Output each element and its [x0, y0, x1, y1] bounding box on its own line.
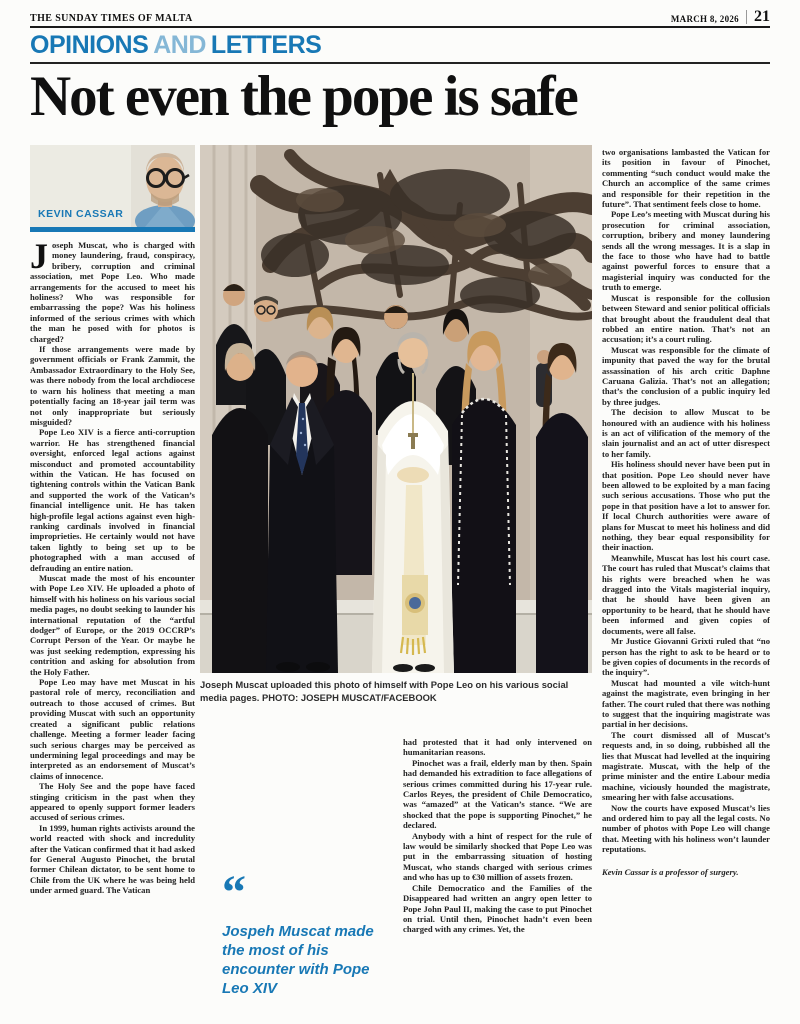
masthead	[30, 8, 770, 24]
paper-name: THE SUNDAY TIMES OF MALTA	[30, 13, 193, 24]
pull-quote-text: Jospeh Muscat made the most of his encounter with Pope Leo XIV	[222, 923, 374, 998]
page-number: 21	[754, 8, 770, 26]
paragraph: Joseph Muscat, who is charged with money laundering, fraud, conspiracy, bribery, corruption and criminal association, met Pope Leo. Who made arrangements for the accused to meet his holiness? Who was responsible for embarrassing the pope? Was his holiness informed of the serious crimes with which the man he posed with for photos is charged?	[30, 240, 195, 344]
section-title	[30, 31, 321, 60]
masthead-right	[671, 10, 770, 24]
paragraph: Muscat had mounted a vile witch-hunt against the magistrate, even bringing in her father. The court ruled that there was nothing to suggest that the inquiring magistrate was partial in her decisions.	[602, 677, 770, 730]
paragraph: Muscat made the most of his encounter with Pope Leo XIV. He uploaded a photo of himself with his holiness on his various social media pages, no doubt seeking to launder his international reputation of the “artful dodger” of Europe, or the 2019 OCCRP’s Corrupt Person of the Year. Or maybe he was just seeking redemption, expressing his contrition and asking for absolution from the Holy Father.	[30, 573, 195, 677]
paragraph: In 1999, human rights activists around the world reacted with shock and incredulity after the Vatican confirmed that it had asked for General Augusto Pinochet, the brutal former Chilean dictator, to be sent home to Chile from the UK where he was being held under armed guard. The Vatican	[30, 822, 195, 896]
article-figure	[200, 145, 592, 704]
author-name: KEVIN CASSAR	[38, 208, 124, 220]
paragraph: two organisations lambasted the Vatican for its position in favour of Pinochet, commenting “such conduct would make the Church an accomplice of the same crimes and responsible for their repetition in the future”. That sentiment feels close to home.	[602, 147, 770, 210]
drop-cap: J	[30, 240, 48, 276]
section-word-letters: LETTERS	[210, 31, 322, 59]
paragraph: The Holy See and the pope have faced stinging criticism in the past when they appeared to openly support former leaders accused of serious crimes.	[30, 781, 195, 823]
paragraph: Pope Leo’s meeting with Muscat during his prosecution for criminal association, corruption, bribery and money laundering sends all the wrong messages. It is a slap in the face to those who have had to battle against powerful forces to ensure that a magisterial inquiry was conducted for the truth to emerge.	[602, 209, 770, 293]
paragraph: Pinochet was a frail, elderly man by then. Spain had demanded his extradition to face allegations of serious crimes committed during his 17-year rule. Carlos Reyes, the president of Chile Democratico, was “amazed” at the Vatican’s stance. “We are shocked that the pope is supporting Pinochet,” he declared.	[403, 757, 592, 831]
paragraph: Meanwhile, Muscat has lost his court case. The court has ruled that Muscat’s claims that his rights were breached when he was dragged into the Vitals magisterial inquiry, that he should have been given an opportunity to be heard, that he should have been informed and given copies of documents, were all false.	[602, 552, 770, 636]
paragraph: The court dismissed all of Muscat’s requests and, in so doing, rubbished all the lies that Muscat had levelled at the inquiring magistrate. Muscat, with the help of the prime minister and the entire Labour media machine, viciously hounded the magistrate, smearing her with false accusations.	[602, 729, 770, 803]
article-photo	[200, 145, 592, 673]
article-headline: Not even the pope is safe	[30, 65, 577, 128]
article-column-3	[602, 147, 770, 993]
paragraph: Muscat is responsible for the collusion between Steward and senior political officials that brought about the fraudulent deal that robbed an entire nation. That’s not an accusation; it’s a court ruling.	[602, 292, 770, 345]
paragraph: had protested that it had only intervened on humanitarian reasons.	[403, 737, 592, 758]
paragraph: His holiness should never have been put in that position. Pope Leo should never have been allowed to be exploited by a man facing such serious accusations. Those who put the pope in that position have a lot to answer for. If local Church authorities were aware of plans for Muscat to meet his holiness and did nothing, they bear equal responsibility for their inaction.	[602, 459, 770, 553]
paragraph: The decision to allow Muscat to be honoured with an audience with his holiness is an act of vilification of the memory of the slain journalist and an act of utter disrespect to her family.	[602, 407, 770, 459]
quote-icon: “	[222, 866, 246, 919]
section-word-opinions: OPINIONS	[30, 31, 149, 59]
paragraph: Pope Leo may have met Muscat in his pastoral role of mercy, reconciliation and outreach to those accused of crimes. But providing Muscat with such an opportunity created a significant public relations challenge. Meeting a former leader facing such serious charges may be perceived as undermining legal proceedings and may be interpreted as an endorsement of Muscat’s claims of innocence.	[30, 677, 195, 781]
paragraph: Pope Leo XIV is a fierce anti-corruption warrior. He has strengthened financial oversight, enforced legal actions against misconduct and promoted accountability within the Vatican. He has focused on tightening controls within the Vatican Bank and supported the work of the Vatican’s financial intelligence unit. He has taken high-profile legal actions against even high-ranking cardinals involved in financial improprieties. He certainly would not have taken lightly to being set up to be photographed with a man accused of defrauding an entire nation.	[30, 427, 195, 573]
paragraph: Muscat was responsible for the climate of impunity that paved the way for the brutal assassination of his arch critic Daphne Caruana Galizia. That’s not an allegation; that’s the conclusion of a public inquiry led by three judges.	[602, 344, 770, 407]
masthead-divider	[746, 10, 747, 24]
top-rule	[30, 26, 770, 28]
section-word-and: AND	[153, 31, 206, 59]
byline-card	[30, 145, 195, 232]
paragraph: Anybody with a hint of respect for the rule of law would be similarly shocked that Pope Leo was put in the embarrassing situation of hosting Muscat, who stands charged with serious crimes and who has up to €30 million of assets frozen.	[403, 830, 592, 883]
pull-quote	[222, 866, 394, 998]
issue-date: MARCH 8, 2026	[670, 14, 739, 24]
paragraph: Now the courts have exposed Muscat’s lies and ordered him to pay all the legal costs. No number of photos with Pope Leo will change that. Meeting with his holiness won’t launder reputations.	[602, 802, 770, 855]
author-signoff: Kevin Cassar is a professor of surgery.	[602, 866, 739, 877]
paragraph: Chile Democratico and the Families of the Disappeared had written an angry open letter to Pope John Paul II, making the case to put Pinochet on trial. Until then, Pinochet hadn’t even been charged with any crimes. Yet, the	[403, 882, 592, 935]
paragraph: Mr Justice Giovanni Grixti ruled that “no person has the right to ask to be heard or to be given copies of documents in the records of the inquiry”.	[602, 636, 770, 678]
article-column-1	[30, 240, 195, 1018]
article-column-2	[403, 737, 592, 1015]
photo-caption: Joseph Muscat uploaded this photo of himself with Pope Leo on his various social media pages. PHOTO: JOSEPH MUSCAT/FACEBOOK	[200, 679, 569, 704]
byline-accent-bar	[30, 227, 195, 232]
paragraph: If those arrangements were made by government officials or Frank Zammit, the Ambassador Extraordinary to the Holy See, was there nobody from the local archdiocese to warn his holiness that meeting a man potentially facing an 18-year jail term was not only inappropriate but seriously misguided?	[30, 344, 195, 427]
author-photo	[131, 145, 195, 227]
